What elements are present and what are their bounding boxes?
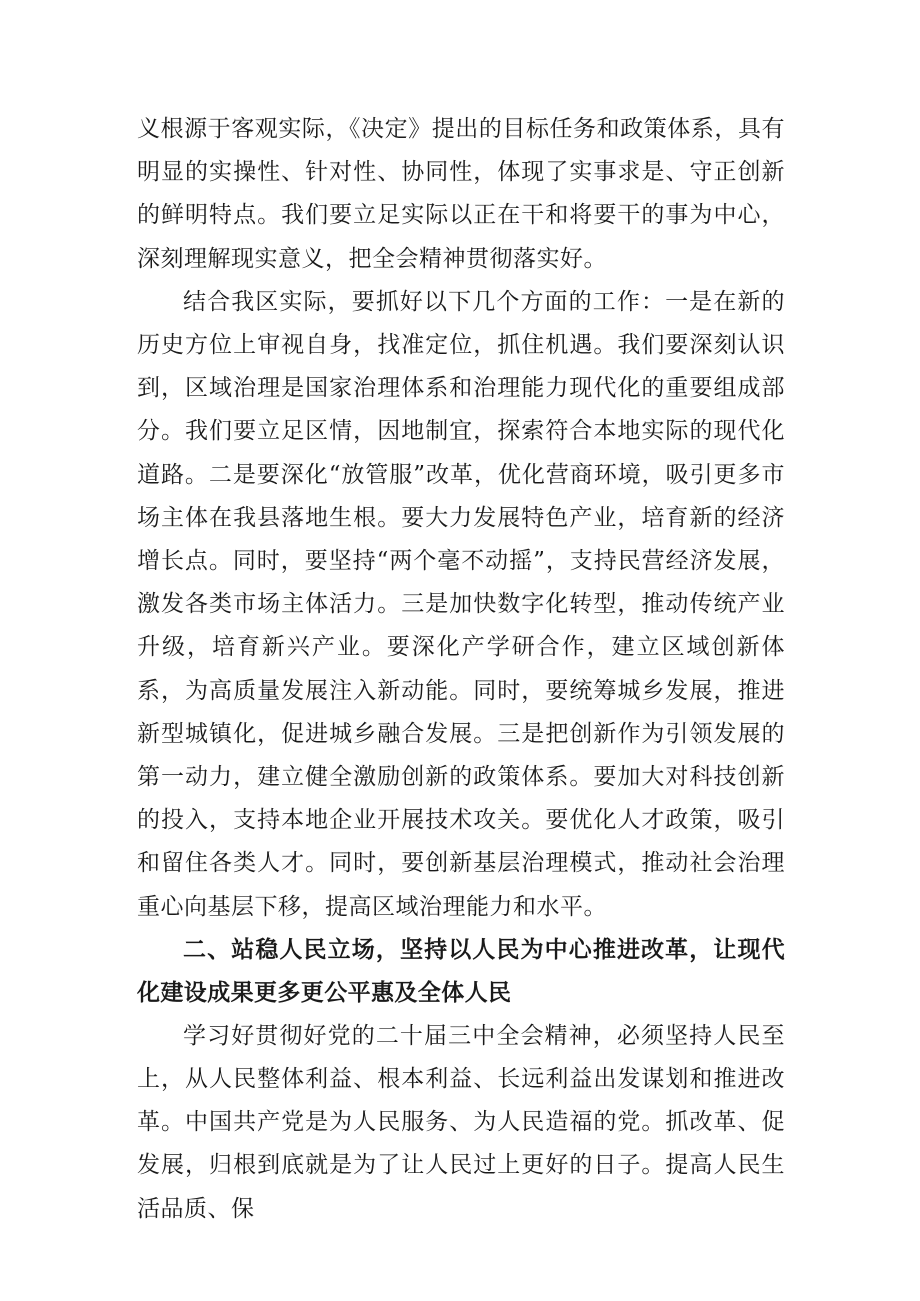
document-body <box>137 108 785 1231</box>
paragraph-work-priorities: 结合我区实际，要抓好以下几个方面的工作：一是在新的历史方位上审视自身，找准定位，抓住机遇。我们要深刻认识到，区域治理是国家治理体系和治理能力现代化的重要组成部分。我们要立足区情，因地制宜，探索符合本地实际的现代化道路。二是要深化“放管服”改革，优化营商环境，吸引更多市场主体在我县落地生根。要大力发展特色产业，培育新的经济增长点。同时，要坚持“两个毫不动摇”，支持民营经济发展，激发各类市场主体活力。三是加快数字化转型，推动传统产业升级，培育新兴产业。要深化产学研合作，建立区域创新体系，为高质量发展注入新动能。同时，要统筹城乡发展，推进新型城镇化，促进城乡融合发展。三是把创新作为引领发展的第一动力，建立健全激励创新的政策体系。要加大对科技创新的投入，支持本地企业开展技术攻关。要优化人才政策，吸引和留住各类人才。同时，要创新基层治理模式，推动社会治理重心向基层下移，提高区域治理能力和水平。 <box>137 288 785 920</box>
paragraph-people-centered: 学习好贯彻好党的二十届三中全会精神，必须坚持人民至上，从人民整体利益、根本利益、长远利益出发谋划和推进改革。中国共产党是为人民服务、为人民造福的党。抓改革、促发展，归根到底就是为了让人民过上更好的日子。提高人民生活品质、保 <box>137 1022 785 1222</box>
paragraph-continuation: 义根源于客观实际，《决定》提出的目标任务和政策体系，具有明显的实操性、针对性、协同性，体现了实事求是、守正创新的鲜明特点。我们要立足实际以正在干和将要干的事为中心，深刻理解现实意义，把全会精神贯彻落实好。 <box>137 116 785 272</box>
section-heading-two: 二、站稳人民立场，坚持以人民为中心推进改革，让现代化建设成果更多更公平惠及全体人民 <box>137 936 785 1006</box>
